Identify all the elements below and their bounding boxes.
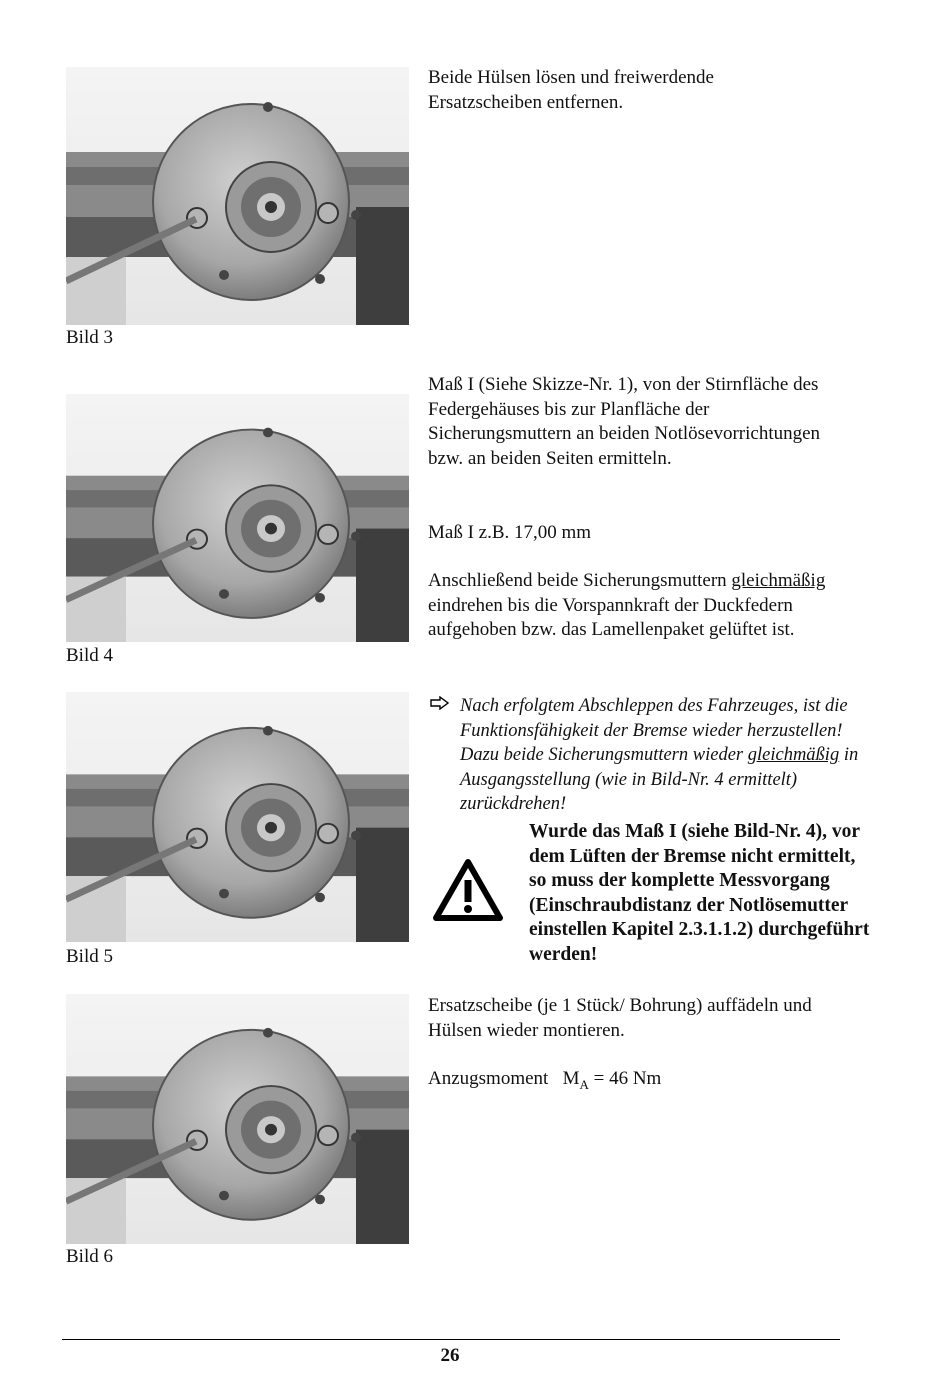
tighten-text-pre: Anschließend beide Sicherungsmuttern bbox=[428, 570, 732, 591]
figure-6-photo bbox=[66, 994, 409, 1244]
warning-triangle-icon bbox=[433, 858, 503, 922]
figure-5-photo bbox=[66, 692, 409, 942]
figure-6-caption: Bild 6 bbox=[66, 1246, 113, 1267]
torque-label: Anzugsmoment bbox=[428, 1068, 549, 1089]
figure-3-caption: Bild 3 bbox=[66, 327, 113, 348]
paragraph-remove-washers: Beide Hülsen lösen und freiwerdende Ersatzscheiben entfernen. bbox=[428, 67, 714, 113]
figure-4-photo bbox=[66, 394, 409, 642]
note-text-post: in Ausgangsstellung (wie in Bild-Nr. 4 ermittelt) zurückdrehen! bbox=[460, 745, 859, 814]
tighten-text-underlined: gleichmäßig bbox=[731, 570, 826, 591]
note-restore-brake bbox=[460, 694, 880, 817]
paragraph-tighten-nuts bbox=[428, 569, 853, 643]
figure-3-photo bbox=[66, 67, 409, 325]
paragraph-example-value: Maß I z.B. 17,00 mm bbox=[428, 522, 592, 543]
torque-value: = 46 Nm bbox=[593, 1068, 662, 1089]
note-text-pre: Nach erfolgtem Abschleppen des Fahrzeuges, ist die Funktionsfähigkeit der Bremse wieder herzustellen! Dazu beide Sicherungsmuttern wieder bbox=[460, 696, 848, 765]
tighten-text-post: eindrehen bis die Vorspannkraft der Duckfedern aufgehoben bzw. das Lamellenpaket gelüftet ist. bbox=[428, 594, 795, 641]
figure-5-caption: Bild 5 bbox=[66, 946, 113, 967]
hollow-right-arrow-icon bbox=[430, 696, 450, 710]
torque-symbol: M bbox=[562, 1068, 580, 1089]
figure-4-caption: Bild 4 bbox=[66, 645, 113, 666]
paragraph-reassemble: Ersatzscheibe (je 1 Stück/ Bohrung) auffädeln und Hülsen wieder montieren. bbox=[428, 995, 812, 1041]
note-text-underlined: gleichmäßig bbox=[747, 745, 840, 765]
torque-line bbox=[428, 1067, 868, 1098]
paragraph-measure-i: Maß I (Siehe Skizze-Nr. 1), von der Stirnfläche des Federgehäuses bis zur Planfläche der Sicherungsmuttern an beiden Notlösevorrichtungen bzw. an beiden Seiten ermitteln. bbox=[428, 374, 821, 470]
torque-subscript: A bbox=[579, 1076, 589, 1092]
footer-rule bbox=[62, 1339, 840, 1340]
warning-text: Wurde das Maß I (siehe Bild-Nr. 4), vor dem Lüften der Bremse nicht ermittelt, so muss der komplette Messvorgang (Einschraubdistanz der Notlösemutter einstellen Kapitel 2.3.1.1.2) durchgeführt werden! bbox=[529, 821, 870, 965]
page-number: 26 bbox=[440, 1345, 460, 1366]
